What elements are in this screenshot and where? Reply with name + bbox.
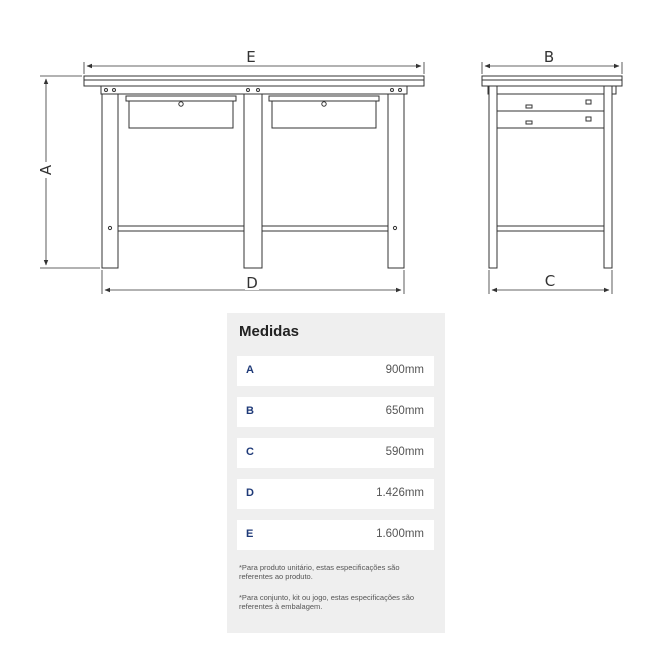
dimension-label-c: C — [544, 272, 556, 290]
measurements-panel — [227, 313, 445, 633]
dimension-label-a: A — [37, 164, 55, 176]
measurement-key: B — [246, 405, 254, 417]
measurement-row-a — [237, 356, 434, 386]
kit-note: *Para conjunto, kit ou jogo, estas especificações são referentes à embalagem. — [239, 593, 415, 611]
product-note: *Para produto unitário, estas especificações são referentes ao produto. — [239, 563, 400, 581]
measurement-key: D — [246, 487, 254, 499]
dimension-label-b: B — [543, 48, 555, 66]
measurement-value: 900mm — [385, 364, 424, 376]
measurement-value: 650mm — [385, 405, 424, 417]
side-view — [482, 76, 622, 268]
measurement-value: 1.600mm — [376, 528, 424, 540]
dimension-label-d: D — [246, 274, 258, 292]
measurement-value: 1.426mm — [376, 487, 424, 499]
panel-title: Medidas — [239, 323, 300, 340]
measurement-key: C — [246, 446, 254, 458]
workbench-technical-drawing — [0, 0, 650, 305]
measurement-key: A — [246, 364, 254, 376]
measurement-row-e — [237, 520, 434, 550]
front-view — [84, 76, 424, 268]
measurement-value: 590mm — [385, 446, 424, 458]
dimension-label-e: E — [246, 48, 256, 66]
measurement-row-d — [237, 479, 434, 509]
measurement-row-c — [237, 438, 434, 468]
measurement-key: E — [246, 528, 254, 540]
measurement-row-b — [237, 397, 434, 427]
